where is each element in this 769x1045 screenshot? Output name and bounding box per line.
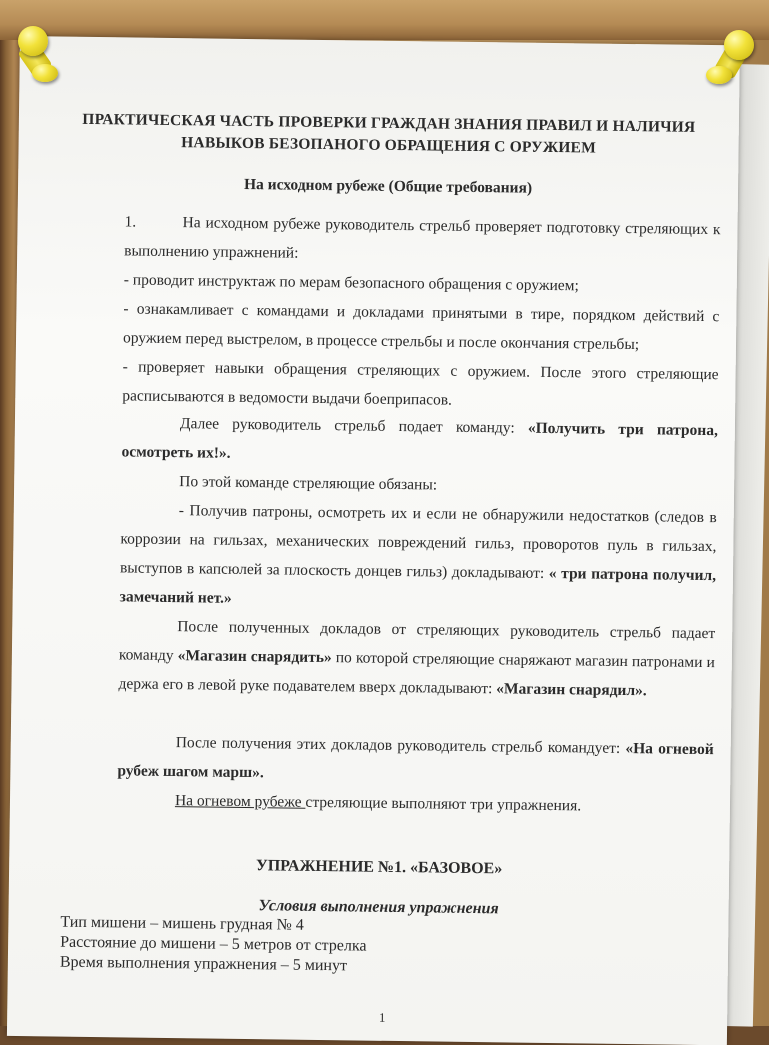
paragraph-inspection [119, 495, 716, 619]
paragraph-text: После получения этих докладов руководитель стрельб командует: [175, 734, 626, 757]
paragraph-text: По этой команде стреляющие обязаны: [179, 473, 438, 494]
exercise-title: УПРАЖНЕНИЕ №1. «БАЗОВОЕ» [255, 857, 503, 878]
board-frame-top [0, 0, 769, 40]
yellow-pushpin-icon [704, 28, 756, 88]
command-load-magazine: «Магазин снарядить» [177, 647, 332, 667]
document-content [7, 36, 740, 1045]
report-magazine-loaded: «Магазин снарядил». [496, 680, 647, 700]
command-march: «На огневой рубеж шагом марш». [117, 739, 714, 782]
condition-target-type: Тип мишени – мишень грудная № 4 [60, 913, 304, 934]
paragraph-text: по которой стреляющие снаряжают магазин патронами и держа его в левой руке подавателем вверх докладывают: [118, 649, 715, 698]
document-title: ПРАКТИЧЕСКАЯ ЧАСТЬ ПРОВЕРКИ ГРАЖДАН ЗНАНИЯ ПРАВИЛ И НАЛИЧИЯ НАВЫКОВ БЕЗОПАНОГО ОБРАЩЕНИЯ С ОРУЖИЕМ [82, 110, 696, 157]
item-1-text: На исходном рубеже руководитель стрельб проверяет подготовку стреляющих к выполнению упражнений: [124, 214, 721, 262]
report-cartridges-received: « три патрона получил, замечаний нет.» [119, 564, 717, 607]
bullet-briefing: - проводит инструктаж по мерам безопасного обращения с оружием; [123, 271, 579, 295]
conditions-title: Условия выполнения упражнения [258, 897, 499, 918]
paragraph-text: Далее руководитель стрельб подает команду: [179, 415, 528, 437]
item-1-number: 1. [124, 213, 137, 231]
condition-distance: Расстояние до мишени – 5 метров от стрелка [60, 933, 367, 955]
firing-line-label: На огневом рубеже [174, 792, 306, 811]
paragraph-march [117, 727, 714, 793]
paragraph-load-magazine [118, 611, 715, 706]
bullet-commands: - ознакамливает с командами и докладами принятыми в тире, порядком действий с оружием перед выстрелом, в процессе стрельбы и после окончания стрельбы; [122, 300, 720, 354]
item-1-paragraph [122, 207, 721, 418]
yellow-pushpin-icon [10, 24, 60, 84]
command-get-cartridges: «Получить три патрона, осмотреть их!». [121, 419, 719, 462]
paragraph-text: После полученных докладов от стреляющих руководитель стрельб падает команду [118, 618, 716, 665]
paragraph-command-get-cartridges [121, 408, 718, 474]
page-number: 1 [378, 1009, 386, 1025]
paragraph-text: - Получив патроны, осмотреть их и если не обнаружили недостатков (следов в коррозии на гильзах, механических повреждений гильз, проворотов пуль в гильзах, выступов в капсюлей за плоскость донцев гильз) докладывают: [119, 502, 717, 582]
paragraph-text: стреляющие выполняют три упражнения. [305, 793, 582, 815]
section-subtitle: На исходном рубеже (Общие требования) [243, 175, 533, 197]
document-sheet [7, 36, 740, 1045]
condition-time: Время выполнения упражнения – 5 минут [59, 953, 348, 975]
bullet-skills-check: - проверяет навыки обращения стреляющих с оружием. После этого стреляющие расписываются в ведомости выдачи боеприпасов. [122, 358, 719, 409]
